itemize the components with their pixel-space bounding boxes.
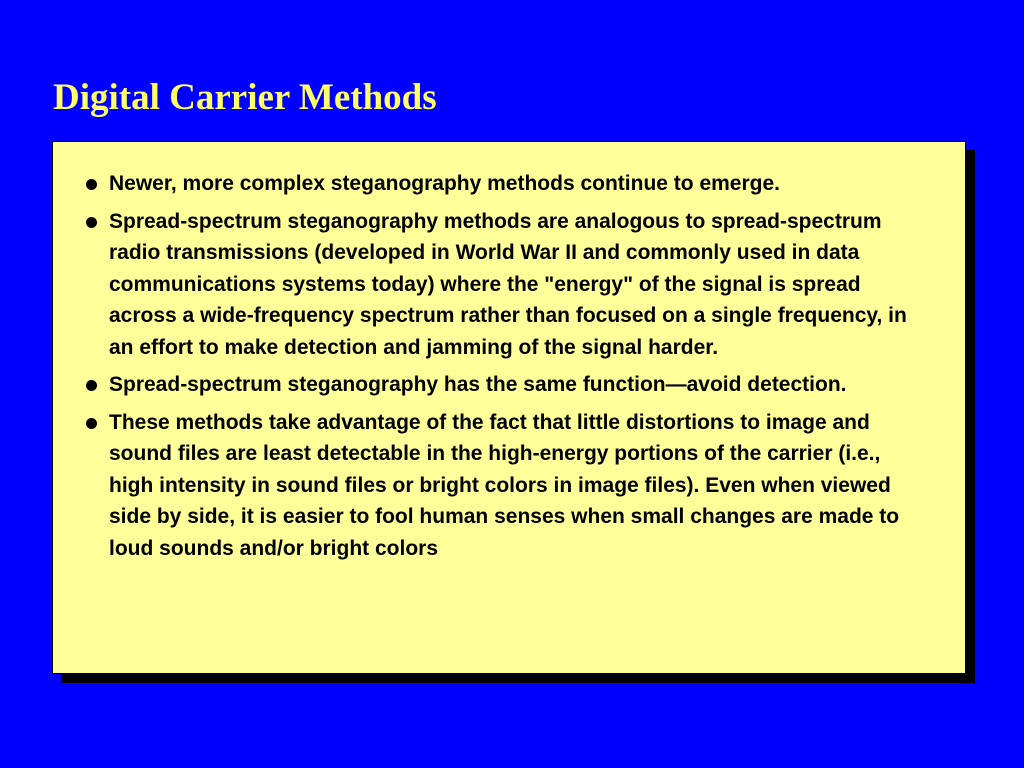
bullet-list [83, 168, 923, 570]
bullet-item [83, 206, 923, 364]
bullet-text: Spread-spectrum steganography has the same function—avoid detection. [109, 373, 847, 396]
bullet-item [83, 369, 923, 401]
bullet-dot-icon [86, 179, 97, 190]
slide-title: Digital Carrier Methods [53, 77, 437, 118]
bullet-item [83, 407, 923, 565]
bullet-item [83, 168, 923, 200]
content-box [52, 141, 966, 674]
bullet-dot-icon [86, 380, 97, 391]
bullet-dot-icon [86, 217, 97, 228]
bullet-text: Newer, more complex steganography methods continue to emerge. [109, 172, 780, 195]
bullet-text: These methods take advantage of the fact that little distortions to image and sound files are least detectable in the high-energy portions of the carrier (i.e., high intensity in sound files or bright colors in image files). Even when viewed side by side, it is easier to fool human senses when small changes are made to loud sounds and/or bright colors [109, 410, 900, 560]
bullet-text: Spread-spectrum steganography methods are analogous to spread-spectrum radio transmissions (developed in World War II and commonly used in data communications systems today) where the "energy" of the signal is spread across a wide-frequency spectrum rather than focused on a single frequency, in an effort to make detection and jamming of the signal harder. [109, 209, 907, 359]
bullet-dot-icon [86, 418, 97, 429]
